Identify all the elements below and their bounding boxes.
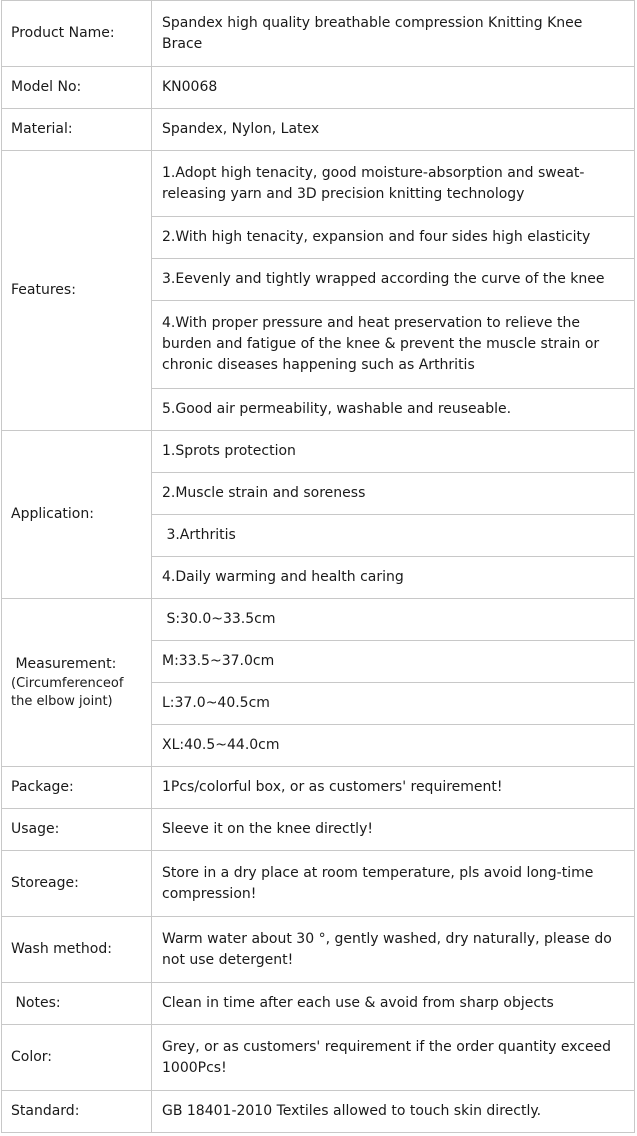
product-name-label: Product Name: bbox=[2, 1, 152, 67]
material-value: Spandex, Nylon, Latex bbox=[152, 109, 635, 151]
measurement-label-cell bbox=[2, 599, 152, 767]
measurement-item: L:37.0~40.5cm bbox=[152, 683, 635, 725]
row-product-name bbox=[2, 1, 635, 67]
measurement-item: XL:40.5~44.0cm bbox=[152, 725, 635, 767]
color-label: Color: bbox=[2, 1025, 152, 1091]
row-standard bbox=[2, 1091, 635, 1133]
row-usage bbox=[2, 809, 635, 851]
application-item: 3.Arthritis bbox=[152, 515, 635, 557]
model-no-value: KN0068 bbox=[152, 67, 635, 109]
wash-method-label: Wash method: bbox=[2, 917, 152, 983]
feature-item: 1.Adopt high tenacity, good moisture-absorption and sweat-releasing yarn and 3D precision knitting technology bbox=[152, 151, 635, 217]
row-model-no bbox=[2, 67, 635, 109]
row-wash-method bbox=[2, 917, 635, 983]
feature-item: 2.With high tenacity, expansion and four sides high elasticity bbox=[152, 217, 635, 259]
standard-label: Standard: bbox=[2, 1091, 152, 1133]
usage-value: Sleeve it on the knee directly! bbox=[152, 809, 635, 851]
row-material bbox=[2, 109, 635, 151]
material-label: Material: bbox=[2, 109, 152, 151]
product-name-value: Spandex high quality breathable compression Knitting Knee Brace bbox=[152, 1, 635, 67]
measurement-item: S:30.0~33.5cm bbox=[152, 599, 635, 641]
wash-method-value: Warm water about 30 °, gently washed, dry naturally, please do not use detergent! bbox=[152, 917, 635, 983]
package-label: Package: bbox=[2, 767, 152, 809]
notes-value: Clean in time after each use & avoid from sharp objects bbox=[152, 983, 635, 1025]
package-value: 1Pcs/colorful box, or as customers' requirement! bbox=[152, 767, 635, 809]
application-item: 1.Sprots protection bbox=[152, 431, 635, 473]
measurement-label: Measurement: bbox=[11, 656, 117, 672]
feature-item: 4.With proper pressure and heat preservation to relieve the burden and fatigue of the knee & prevent the muscle strain or chronic diseases happening such as Arthritis bbox=[152, 301, 635, 389]
row-storeage bbox=[2, 851, 635, 917]
storeage-label: Storeage: bbox=[2, 851, 152, 917]
storeage-value: Store in a dry place at room temperature, pls avoid long-time compression! bbox=[152, 851, 635, 917]
application-item: 4.Daily warming and health caring bbox=[152, 557, 635, 599]
application-label: Application: bbox=[2, 431, 152, 599]
row-notes bbox=[2, 983, 635, 1025]
color-value: Grey, or as customers' requirement if the order quantity exceed 1000Pcs! bbox=[152, 1025, 635, 1091]
row-package bbox=[2, 767, 635, 809]
features-label: Features: bbox=[2, 151, 152, 431]
feature-item: 3.Eevenly and tightly wrapped according the curve of the knee bbox=[152, 259, 635, 301]
measurement-item: M:33.5~37.0cm bbox=[152, 641, 635, 683]
row-color bbox=[2, 1025, 635, 1091]
measurement-sublabel: (Circumferenceof the elbow joint) bbox=[11, 676, 124, 709]
row-application bbox=[2, 431, 635, 473]
notes-label: Notes: bbox=[2, 983, 152, 1025]
application-item: 2.Muscle strain and soreness bbox=[152, 473, 635, 515]
usage-label: Usage: bbox=[2, 809, 152, 851]
standard-value: GB 18401-2010 Textiles allowed to touch skin directly. bbox=[152, 1091, 635, 1133]
model-no-label: Model No: bbox=[2, 67, 152, 109]
row-features bbox=[2, 151, 635, 217]
product-spec-table bbox=[1, 0, 635, 1133]
feature-item: 5.Good air permeability, washable and reuseable. bbox=[152, 389, 635, 431]
row-measurement bbox=[2, 599, 635, 641]
